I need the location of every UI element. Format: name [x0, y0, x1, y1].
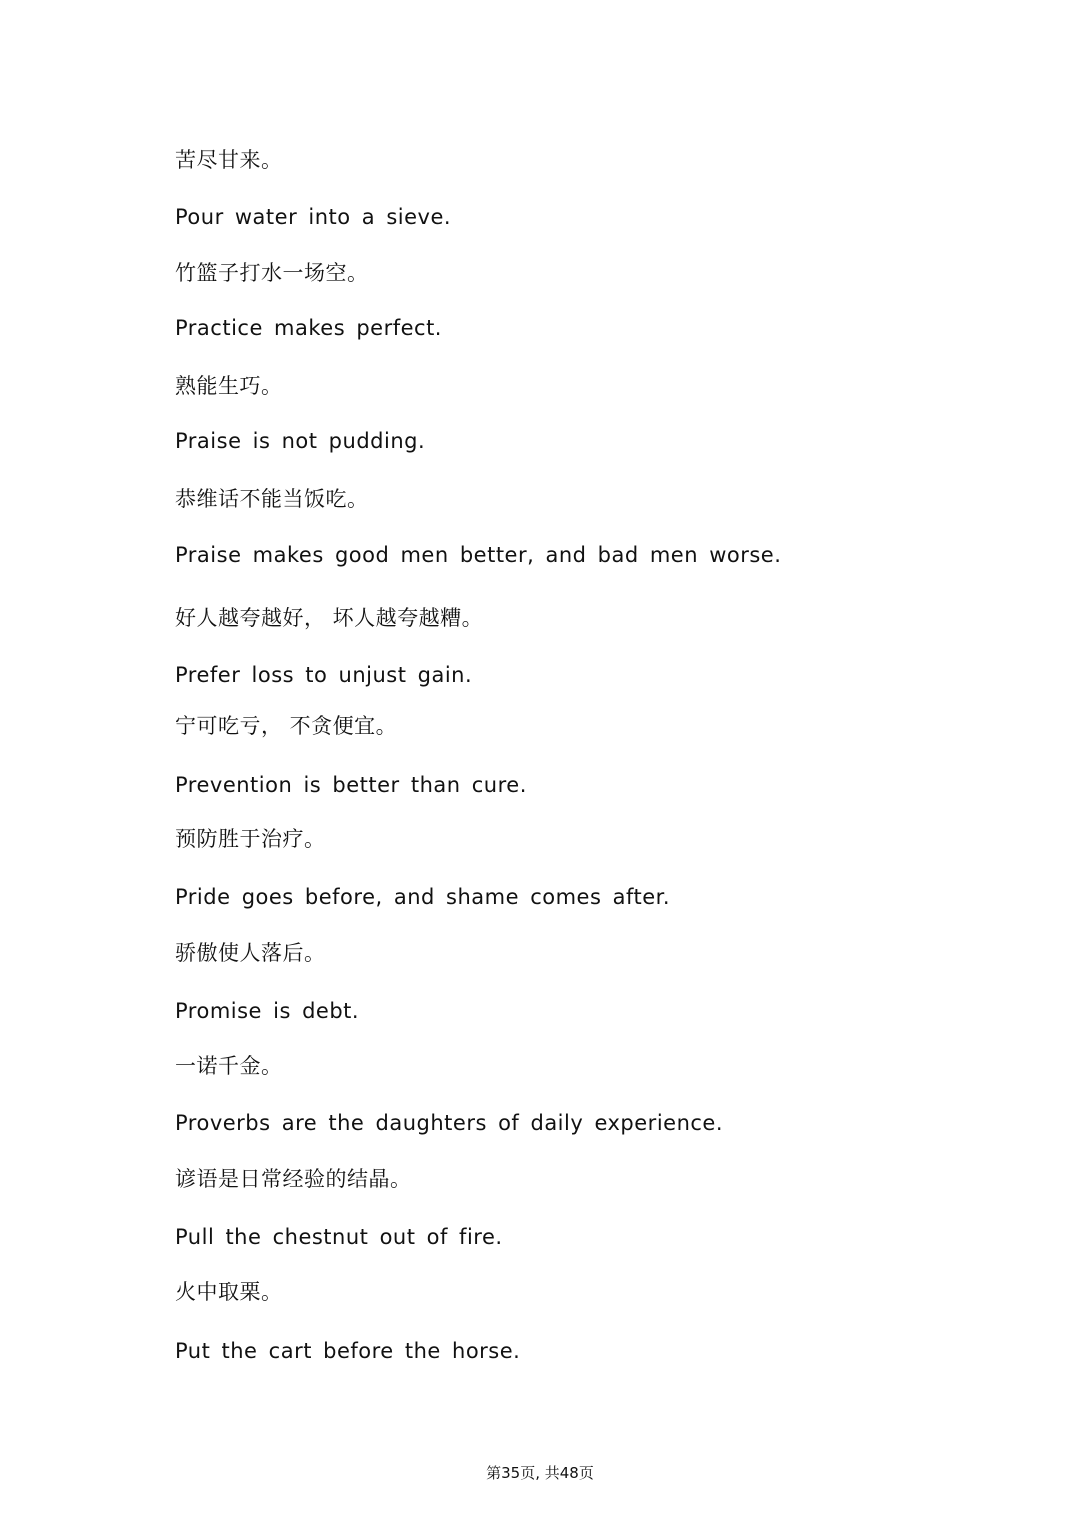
- proverb-translation: 好人越夸越好， 坏人越夸越糟。: [175, 606, 484, 630]
- proverb-english: Pride goes before, and shame comes after.: [175, 885, 671, 909]
- proverb-translation: 骄傲使人落后。: [175, 941, 326, 965]
- page-number-footer: 第35页, 共48页: [486, 1464, 594, 1482]
- proverb-english: Pull the chestnut out of fire.: [175, 1225, 503, 1249]
- proverb-english: Pour water into a sieve.: [175, 205, 452, 229]
- proverb-translation: 谚语是日常经验的结晶。: [175, 1167, 412, 1191]
- proverb-english: Prefer loss to unjust gain.: [175, 663, 473, 687]
- proverb-english: Put the cart before the horse.: [175, 1339, 521, 1363]
- proverb-english: Practice makes perfect.: [175, 316, 442, 340]
- proverb-translation: 火中取栗。: [175, 1280, 283, 1304]
- proverb-translation: 预防胜于治疗。: [175, 827, 326, 851]
- proverb-english: Proverbs are the daughters of daily experience.: [175, 1111, 724, 1135]
- proverb-translation: 一诺千金。: [175, 1054, 283, 1078]
- proverb-english: Praise makes good men better, and bad men worse.: [175, 543, 782, 567]
- proverb-translation: 竹篮子打水一场空。: [175, 261, 369, 285]
- proverb-translation: 熟能生巧。: [175, 374, 283, 398]
- proverb-translation: 恭维话不能当饭吃。: [175, 487, 369, 511]
- proverb-english: Praise is not pudding.: [175, 429, 426, 453]
- proverb-translation: 苦尽甘来。: [175, 148, 283, 172]
- proverb-translation: 宁可吃亏， 不贪便宜。: [175, 714, 398, 738]
- proverb-english: Prevention is better than cure.: [175, 773, 527, 797]
- proverb-english: Promise is debt.: [175, 999, 360, 1023]
